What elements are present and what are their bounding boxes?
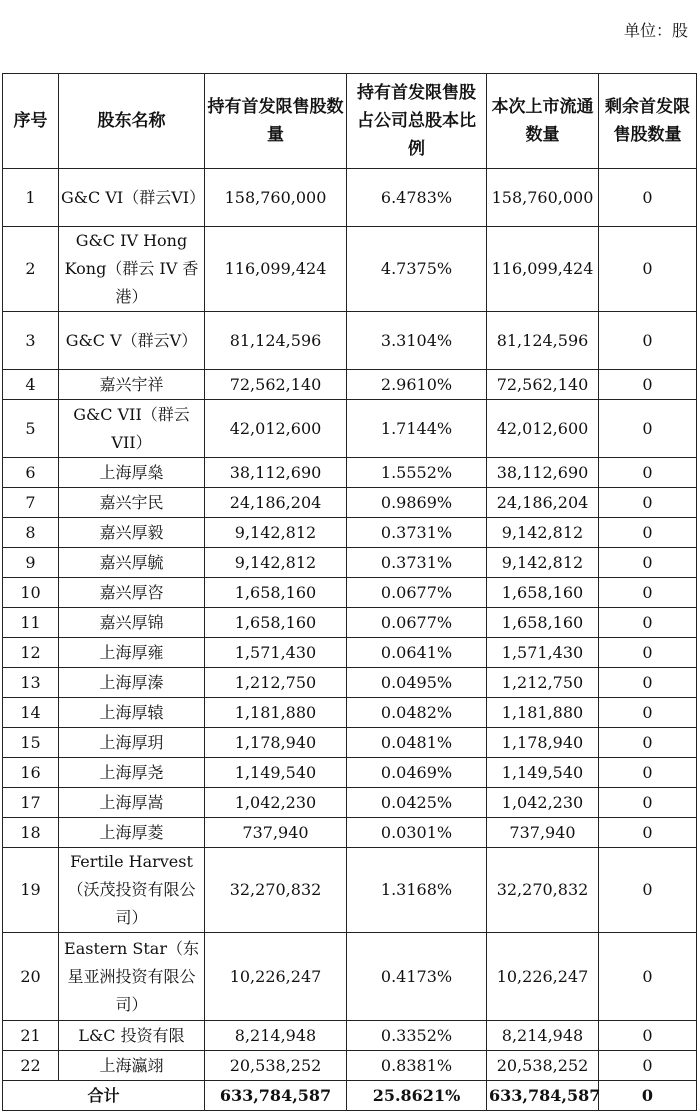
cell-index: 11 bbox=[3, 608, 59, 638]
cell-listed: 38,112,690 bbox=[487, 458, 599, 488]
cell-shares: 1,571,430 bbox=[205, 638, 347, 668]
table-row bbox=[3, 638, 697, 668]
table-row bbox=[3, 933, 697, 1021]
cell-index: 5 bbox=[3, 400, 59, 458]
cell-index: 20 bbox=[3, 933, 59, 1021]
cell-ratio: 0.0677% bbox=[347, 578, 487, 608]
cell-ratio: 1.7144% bbox=[347, 400, 487, 458]
cell-remaining: 0 bbox=[599, 818, 697, 848]
header-index: 序号 bbox=[3, 74, 59, 169]
cell-name: 嘉兴厚咨 bbox=[59, 578, 205, 608]
table-row bbox=[3, 1021, 697, 1051]
cell-listed: 10,226,247 bbox=[487, 933, 599, 1021]
cell-shares: 38,112,690 bbox=[205, 458, 347, 488]
cell-name: 嘉兴厚毅 bbox=[59, 518, 205, 548]
cell-index: 2 bbox=[3, 227, 59, 312]
cell-name: Fertile Harvest（沃茂投资有限公司） bbox=[59, 848, 205, 933]
cell-name: 上海厚燊 bbox=[59, 458, 205, 488]
total-listed: 633,784,587 bbox=[487, 1081, 599, 1111]
cell-index: 12 bbox=[3, 638, 59, 668]
cell-name: 嘉兴厚毓 bbox=[59, 548, 205, 578]
cell-listed: 8,214,948 bbox=[487, 1021, 599, 1051]
table-row bbox=[3, 1051, 697, 1081]
cell-ratio: 0.3731% bbox=[347, 548, 487, 578]
cell-remaining: 0 bbox=[599, 312, 697, 370]
cell-listed: 1,658,160 bbox=[487, 608, 599, 638]
cell-shares: 32,270,832 bbox=[205, 848, 347, 933]
cell-listed: 72,562,140 bbox=[487, 370, 599, 400]
table-row bbox=[3, 458, 697, 488]
cell-remaining: 0 bbox=[599, 518, 697, 548]
cell-name: G&C VII（群云VII） bbox=[59, 400, 205, 458]
cell-listed: 1,212,750 bbox=[487, 668, 599, 698]
cell-shares: 81,124,596 bbox=[205, 312, 347, 370]
cell-listed: 42,012,600 bbox=[487, 400, 599, 458]
cell-listed: 158,760,000 bbox=[487, 169, 599, 227]
cell-name: L&C 投资有限 bbox=[59, 1021, 205, 1051]
cell-listed: 1,149,540 bbox=[487, 758, 599, 788]
cell-index: 6 bbox=[3, 458, 59, 488]
cell-name: 上海厚玥 bbox=[59, 728, 205, 758]
cell-shares: 9,142,812 bbox=[205, 518, 347, 548]
table-row bbox=[3, 227, 697, 312]
cell-listed: 32,270,832 bbox=[487, 848, 599, 933]
cell-index: 22 bbox=[3, 1051, 59, 1081]
cell-shares: 1,149,540 bbox=[205, 758, 347, 788]
cell-ratio: 0.3731% bbox=[347, 518, 487, 548]
cell-listed: 1,181,880 bbox=[487, 698, 599, 728]
cell-name: 嘉兴厚锦 bbox=[59, 608, 205, 638]
cell-ratio: 0.0481% bbox=[347, 728, 487, 758]
cell-ratio: 0.0495% bbox=[347, 668, 487, 698]
cell-shares: 1,658,160 bbox=[205, 608, 347, 638]
cell-shares: 8,214,948 bbox=[205, 1021, 347, 1051]
cell-shares: 20,538,252 bbox=[205, 1051, 347, 1081]
cell-name: 上海厚辕 bbox=[59, 698, 205, 728]
cell-remaining: 0 bbox=[599, 370, 697, 400]
cell-name: 上海厚菱 bbox=[59, 818, 205, 848]
table-row bbox=[3, 668, 697, 698]
cell-listed: 116,099,424 bbox=[487, 227, 599, 312]
cell-name: 嘉兴宇祥 bbox=[59, 370, 205, 400]
cell-shares: 1,178,940 bbox=[205, 728, 347, 758]
cell-index: 21 bbox=[3, 1021, 59, 1051]
table-row bbox=[3, 488, 697, 518]
cell-ratio: 0.0482% bbox=[347, 698, 487, 728]
cell-listed: 1,658,160 bbox=[487, 578, 599, 608]
cell-name: G&C VI（群云VI） bbox=[59, 169, 205, 227]
cell-remaining: 0 bbox=[599, 169, 697, 227]
cell-ratio: 0.0425% bbox=[347, 788, 487, 818]
cell-remaining: 0 bbox=[599, 1051, 697, 1081]
cell-index: 16 bbox=[3, 758, 59, 788]
cell-remaining: 0 bbox=[599, 548, 697, 578]
table-row bbox=[3, 548, 697, 578]
cell-shares: 116,099,424 bbox=[205, 227, 347, 312]
cell-index: 9 bbox=[3, 548, 59, 578]
table-row bbox=[3, 578, 697, 608]
header-remaining: 剩余首发限售股数量 bbox=[599, 74, 697, 169]
table-row bbox=[3, 848, 697, 933]
total-row bbox=[3, 1081, 697, 1111]
cell-listed: 1,178,940 bbox=[487, 728, 599, 758]
cell-index: 3 bbox=[3, 312, 59, 370]
table-row bbox=[3, 518, 697, 548]
cell-listed: 1,042,230 bbox=[487, 788, 599, 818]
header-name: 股东名称 bbox=[59, 74, 205, 169]
total-remaining: 0 bbox=[599, 1081, 697, 1111]
cell-shares: 1,181,880 bbox=[205, 698, 347, 728]
cell-name: 上海厚嵩 bbox=[59, 788, 205, 818]
cell-name: Eastern Star（东星亚洲投资有限公司） bbox=[59, 933, 205, 1021]
table-row bbox=[3, 818, 697, 848]
cell-shares: 42,012,600 bbox=[205, 400, 347, 458]
cell-remaining: 0 bbox=[599, 608, 697, 638]
cell-index: 19 bbox=[3, 848, 59, 933]
cell-shares: 158,760,000 bbox=[205, 169, 347, 227]
cell-name: 上海厚尧 bbox=[59, 758, 205, 788]
cell-ratio: 0.8381% bbox=[347, 1051, 487, 1081]
header-shares: 持有首发限售股数量 bbox=[205, 74, 347, 169]
cell-ratio: 0.9869% bbox=[347, 488, 487, 518]
table-row bbox=[3, 758, 697, 788]
cell-listed: 1,571,430 bbox=[487, 638, 599, 668]
table-row bbox=[3, 370, 697, 400]
cell-name: 上海厚溱 bbox=[59, 668, 205, 698]
cell-index: 13 bbox=[3, 668, 59, 698]
total-shares: 633,784,587 bbox=[205, 1081, 347, 1111]
table-row bbox=[3, 312, 697, 370]
cell-index: 7 bbox=[3, 488, 59, 518]
cell-index: 17 bbox=[3, 788, 59, 818]
cell-remaining: 0 bbox=[599, 848, 697, 933]
cell-ratio: 0.0301% bbox=[347, 818, 487, 848]
cell-index: 10 bbox=[3, 578, 59, 608]
cell-remaining: 0 bbox=[599, 788, 697, 818]
cell-index: 18 bbox=[3, 818, 59, 848]
cell-listed: 9,142,812 bbox=[487, 548, 599, 578]
cell-remaining: 0 bbox=[599, 488, 697, 518]
cell-ratio: 0.0677% bbox=[347, 608, 487, 638]
cell-ratio: 0.0469% bbox=[347, 758, 487, 788]
cell-name: 嘉兴宇民 bbox=[59, 488, 205, 518]
cell-shares: 10,226,247 bbox=[205, 933, 347, 1021]
cell-remaining: 0 bbox=[599, 728, 697, 758]
cell-shares: 72,562,140 bbox=[205, 370, 347, 400]
cell-shares: 1,658,160 bbox=[205, 578, 347, 608]
cell-shares: 9,142,812 bbox=[205, 548, 347, 578]
cell-name: 上海瀛翊 bbox=[59, 1051, 205, 1081]
table-header-row bbox=[3, 74, 697, 169]
cell-ratio: 0.4173% bbox=[347, 933, 487, 1021]
table-row bbox=[3, 400, 697, 458]
cell-shares: 737,940 bbox=[205, 818, 347, 848]
cell-listed: 9,142,812 bbox=[487, 518, 599, 548]
cell-remaining: 0 bbox=[599, 758, 697, 788]
shareholder-table bbox=[2, 73, 697, 1111]
cell-ratio: 3.3104% bbox=[347, 312, 487, 370]
total-label: 合计 bbox=[3, 1081, 205, 1111]
cell-remaining: 0 bbox=[599, 400, 697, 458]
cell-ratio: 1.3168% bbox=[347, 848, 487, 933]
cell-ratio: 0.0641% bbox=[347, 638, 487, 668]
cell-remaining: 0 bbox=[599, 638, 697, 668]
cell-ratio: 6.4783% bbox=[347, 169, 487, 227]
cell-ratio: 4.7375% bbox=[347, 227, 487, 312]
cell-listed: 20,538,252 bbox=[487, 1051, 599, 1081]
header-ratio: 持有首发限售股占公司总股本比例 bbox=[347, 74, 487, 169]
cell-listed: 737,940 bbox=[487, 818, 599, 848]
cell-ratio: 2.9610% bbox=[347, 370, 487, 400]
total-ratio: 25.8621% bbox=[347, 1081, 487, 1111]
cell-ratio: 1.5552% bbox=[347, 458, 487, 488]
cell-listed: 81,124,596 bbox=[487, 312, 599, 370]
cell-remaining: 0 bbox=[599, 698, 697, 728]
cell-remaining: 0 bbox=[599, 578, 697, 608]
table-row bbox=[3, 728, 697, 758]
cell-name: G&C IV Hong Kong（群云 IV 香港） bbox=[59, 227, 205, 312]
cell-remaining: 0 bbox=[599, 458, 697, 488]
cell-index: 14 bbox=[3, 698, 59, 728]
cell-index: 1 bbox=[3, 169, 59, 227]
cell-index: 8 bbox=[3, 518, 59, 548]
cell-listed: 24,186,204 bbox=[487, 488, 599, 518]
cell-ratio: 0.3352% bbox=[347, 1021, 487, 1051]
cell-remaining: 0 bbox=[599, 1021, 697, 1051]
cell-remaining: 0 bbox=[599, 668, 697, 698]
table-row bbox=[3, 608, 697, 638]
table-row bbox=[3, 169, 697, 227]
cell-name: 上海厚雍 bbox=[59, 638, 205, 668]
cell-shares: 24,186,204 bbox=[205, 488, 347, 518]
cell-name: G&C V（群云V） bbox=[59, 312, 205, 370]
table-row bbox=[3, 698, 697, 728]
cell-shares: 1,042,230 bbox=[205, 788, 347, 818]
cell-remaining: 0 bbox=[599, 227, 697, 312]
unit-label: 单位：股 bbox=[623, 21, 688, 40]
cell-shares: 1,212,750 bbox=[205, 668, 347, 698]
cell-index: 15 bbox=[3, 728, 59, 758]
cell-remaining: 0 bbox=[599, 933, 697, 1021]
table-row bbox=[3, 788, 697, 818]
header-listed: 本次上市流通数量 bbox=[487, 74, 599, 169]
cell-index: 4 bbox=[3, 370, 59, 400]
